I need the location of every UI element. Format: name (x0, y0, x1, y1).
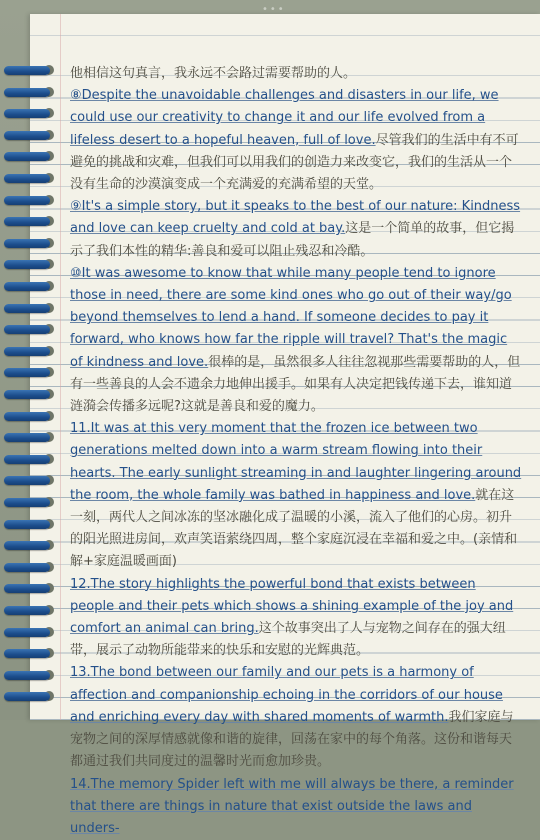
spiral-ring (4, 690, 58, 702)
spiral-ring (4, 258, 58, 270)
spiral-ring (4, 604, 58, 616)
paragraph-11 (70, 418, 522, 573)
zh-text: 很棒的是，虽然很多人往往忽视那些需要帮助的人，但有一些善良的人会不遗余力地伸出援手。如果有人决定把钱传递下去，谁知道涟漪会传播多远呢?这就是善良和爱的魔力。 (70, 355, 520, 414)
ring-wire (4, 109, 50, 118)
paragraph-14 (70, 774, 522, 840)
paragraph-12 (70, 574, 522, 663)
ring-wire (4, 433, 50, 442)
spiral-ring (4, 453, 58, 465)
ring-wire (4, 325, 50, 334)
ring-wire (4, 455, 50, 464)
ring-wire (4, 628, 50, 637)
spiral-ring (4, 194, 58, 206)
paragraph-9 (70, 196, 522, 263)
spiral-ring (4, 561, 58, 573)
zh-text: 他相信这句真言，我永远不会路过需要帮助的人。 (70, 66, 356, 81)
spiral-ring (4, 64, 58, 76)
en-text: ⑧Despite the unavoidable challenges and disasters in our life, we could use our creativity to change it and our life evolved from a lifeless desert to a hopeful heaven, full of love. (70, 88, 499, 147)
paragraph-13 (70, 662, 522, 773)
en-text: ⑩It was awesome to know that while many people tend to ignore those in need, there are some kind ones who go out of their way/go beyond themselves to lend a hand. If someone decides to pay it forward, who knows how far the ripple will travel? That's the magic of kindness and love. (70, 266, 512, 370)
zh-text: 这个故事突出了人与宠物之间存在的强大纽带，展示了动物所能带来的快乐和安慰的光辉典范。 (70, 621, 506, 658)
handwritten-notes (70, 63, 522, 840)
spiral-ring (4, 626, 58, 638)
spiral-ring (4, 496, 58, 508)
en-text: ⑨It's a simple story, but it speaks to the best of our nature: Kindness and love can keep cruelty and cold at bay. (70, 199, 520, 236)
ring-wire (4, 606, 50, 615)
ring-wire (4, 88, 50, 97)
spiral-ring (4, 237, 58, 249)
ring-wire (4, 66, 50, 75)
ring-wire (4, 152, 50, 161)
ring-wire (4, 520, 50, 529)
zh-text: 尽管我们的生活中有不可避免的挑战和灾难，但我们可以用我们的创造力来改变它，我们的生活从一个没有生命的沙漠演变成一个充满爱的充满希望的天堂。 (70, 133, 519, 192)
spiral-ring (4, 388, 58, 400)
spiral-ring (4, 474, 58, 486)
ring-wire (4, 217, 50, 226)
en-text: 11.It was at this very moment that the frozen ice between two generations melted down into a warm stream flowing into their hearts. The early sunlight streaming in and laughter lingering around the room, the whole family was bathed in happiness and love. (70, 421, 521, 503)
paragraph-10 (70, 263, 522, 418)
spiral-binding (0, 0, 60, 720)
more-icon[interactable]: ••• (262, 4, 286, 15)
spiral-ring (4, 302, 58, 314)
spiral-ring (4, 366, 58, 378)
spiral-ring (4, 280, 58, 292)
spiral-ring (4, 539, 58, 551)
spiral-ring (4, 86, 58, 98)
spiral-ring (4, 518, 58, 530)
spiral-ring (4, 172, 58, 184)
spiral-ring (4, 129, 58, 141)
zh-text: 我们家庭与宠物之间的深厚情感就像和谐的旋律，回荡在家中的每个角落。这份和谐每天都通过我们共同度过的温馨时光而愈加珍贵。 (70, 710, 514, 769)
ring-wire (4, 563, 50, 572)
ring-wire (4, 649, 50, 658)
spiral-ring (4, 107, 58, 119)
ring-wire (4, 260, 50, 269)
ring-wire (4, 671, 50, 680)
ring-wire (4, 476, 50, 485)
margin-line (60, 14, 61, 720)
zh-text: 这是一个简单的故事，但它揭示了我们本性的精华:善良和爱可以阻止残忍和冷酷。 (70, 221, 514, 258)
spiral-ring (4, 345, 58, 357)
ring-wire (4, 131, 50, 140)
ring-wire (4, 412, 50, 421)
ring-wire (4, 196, 50, 205)
ring-wire (4, 347, 50, 356)
ring-wire (4, 304, 50, 313)
spiral-ring (4, 582, 58, 594)
ring-wire (4, 541, 50, 550)
paragraph-0 (70, 63, 522, 85)
ring-wire (4, 584, 50, 593)
ring-wire (4, 282, 50, 291)
ring-wire (4, 692, 50, 701)
ring-wire (4, 239, 50, 248)
ring-wire (4, 368, 50, 377)
en-text: 13.The bond between our family and our pets is a harmony of affection and companionship echoing in the corridors of our house and enriching every day with shared moments of warmth. (70, 665, 503, 724)
ring-wire (4, 498, 50, 507)
spiral-ring (4, 323, 58, 335)
spiral-ring (4, 150, 58, 162)
spiral-ring (4, 410, 58, 422)
spiral-ring (4, 669, 58, 681)
en-text: 12.The story highlights the powerful bond that exists between people and their pets which shows a shining example of the joy and comfort an animal can bring. (70, 577, 513, 636)
spiral-ring (4, 431, 58, 443)
ring-wire (4, 390, 50, 399)
spiral-ring (4, 215, 58, 227)
spiral-ring (4, 647, 58, 659)
ring-wire (4, 174, 50, 183)
zh-text: 就在这一刻，两代人之间冰冻的坚冰融化成了温暖的小溪，流入了他们的心房。初升的阳光照进房间，欢声笑语萦绕四周，整个家庭沉浸在幸福和爱之中。(亲情和解+家庭温暖画面) (70, 488, 517, 570)
en-text: 14.The memory Spider left with me will always be there, a reminder that there are things in nature that exist outside the laws and unders- (70, 777, 514, 836)
paragraph-8 (70, 85, 522, 196)
